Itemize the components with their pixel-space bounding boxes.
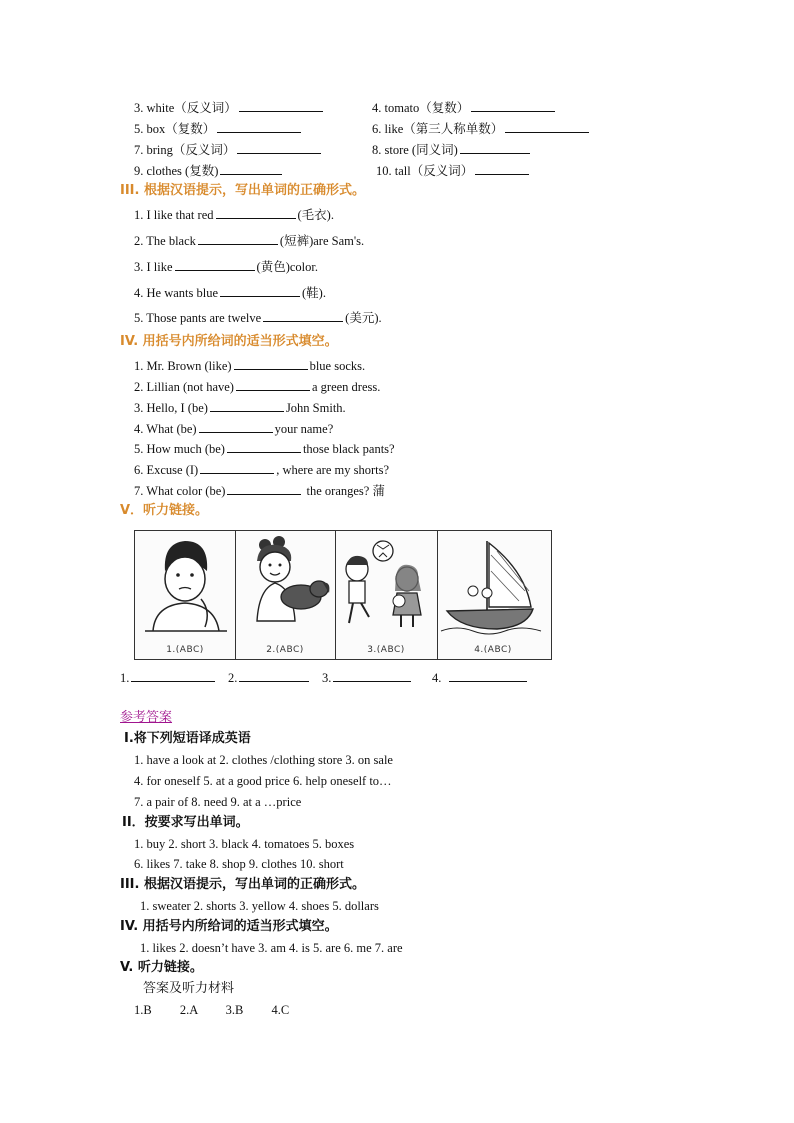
answer-blank[interactable]	[475, 162, 529, 175]
answers-part2-line1: 1. buy 2. short 3. black 4. tomatoes 5. boxes	[134, 837, 355, 851]
answer-blank[interactable]	[234, 357, 308, 370]
section4-title: IV. 用括号内所给词的适当形式填空。	[120, 334, 338, 349]
answer-blank[interactable]	[210, 399, 284, 412]
answer-blank[interactable]	[199, 420, 273, 433]
panel-caption: 1.(ABC)	[166, 645, 204, 655]
answer-blank[interactable]	[200, 461, 274, 474]
answers-part5-line: 1.B 2.A 3.B 4.C	[134, 1003, 290, 1017]
s2-item-9: 9. clothes (复数)	[134, 162, 284, 179]
girl-with-dog-illustration	[235, 531, 335, 641]
answer-blank[interactable]	[460, 141, 530, 154]
answer-key-title: 参考答案	[120, 710, 173, 725]
answer-blank[interactable]	[449, 669, 527, 682]
section5-title: V．听力链接。	[120, 503, 209, 518]
answer-blank[interactable]	[471, 99, 555, 112]
s2-item-4: 4. tomato（复数）	[372, 99, 557, 116]
answers-part1-line3: 7. a pair of 8. need 9. at a …price	[134, 795, 302, 809]
answer-blank[interactable]	[216, 206, 296, 219]
listening-blank-4: 4.	[432, 669, 529, 686]
answer-blank[interactable]	[236, 378, 310, 391]
listening-blank-3: 3.	[322, 669, 413, 686]
answer-blank[interactable]	[263, 309, 343, 322]
s2-item-10: 10. tall（反义词）	[376, 162, 531, 179]
answer-blank[interactable]	[198, 232, 278, 245]
s4-item-6: 6. Excuse (I) , where are my shorts?	[134, 463, 390, 477]
answers-part1-line1: 1. have a look at 2. clothes /clothing store 3. on sale	[134, 753, 393, 767]
s3-item-5: 5. Those pants are twelve (美元).	[134, 311, 382, 325]
s2-item-6: 6. like（第三人称单数）	[372, 120, 591, 137]
answers-part1-line2: 4. for oneself 5. at a good price 6. help oneself to…	[134, 774, 392, 788]
panel-caption: 3.(ABC)	[367, 645, 405, 655]
panel-caption: 2.(ABC)	[266, 645, 304, 655]
answers-part2-title: II．按要求写出单词。	[122, 815, 249, 830]
answers-part3-line: 1. sweater 2. shorts 3. yellow 4. shoes 5. dollars	[140, 899, 379, 913]
s2-item-8: 8. store (同义词)	[372, 141, 532, 158]
answers-part5-subtitle: 答案及听力材料	[143, 981, 235, 996]
sailboat-illustration	[437, 531, 549, 641]
picture-panel-4	[437, 531, 549, 659]
s4-item-5: 5. How much (be) those black pants?	[134, 442, 395, 456]
s2-item-5: 5. box（复数）	[134, 120, 303, 137]
section3-title: III. 根据汉语提示，写出单词的正确形式。	[120, 183, 365, 198]
picture-panel-3	[335, 531, 438, 659]
answer-blank[interactable]	[505, 120, 589, 133]
s4-item-7: 7. What color (be) the oranges? 蒲	[134, 484, 385, 498]
answers-part1-title: I.将下列短语译成英语	[124, 731, 251, 746]
s4-item-3: 3. Hello, I (be) John Smith.	[134, 401, 346, 415]
answer-blank[interactable]	[175, 258, 255, 271]
answer-blank[interactable]	[237, 141, 321, 154]
s2-item-7: 7. bring（反义词）	[134, 141, 323, 158]
answer-blank[interactable]	[227, 482, 301, 495]
answers-part5-title: V. 听力链接。	[120, 960, 203, 975]
s3-item-4: 4. He wants blue (鞋).	[134, 286, 326, 300]
answers-part4-line: 1. likes 2. doesn’t have 3. am 4. is 5. are 6. me 7. are	[140, 941, 403, 955]
answer-blank[interactable]	[333, 669, 411, 682]
listening-blank-1: 1.	[120, 669, 217, 686]
answer-blank[interactable]	[220, 162, 282, 175]
s4-item-1: 1. Mr. Brown (like) blue socks.	[134, 359, 366, 373]
panel-caption: 4.(ABC)	[474, 645, 512, 655]
s4-item-4: 4. What (be) your name?	[134, 422, 334, 436]
s4-item-2: 2. Lillian (not have) a green dress.	[134, 380, 381, 394]
s3-item-3: 3. I like (黄色)color.	[134, 260, 318, 274]
s3-item-2: 2. The black (短裤)are Sam's.	[134, 234, 365, 248]
kids-with-ball-illustration	[335, 531, 437, 641]
listening-picture-strip	[134, 530, 552, 660]
answer-blank[interactable]	[239, 99, 323, 112]
picture-panel-2	[235, 531, 336, 659]
listening-blank-2: 2.	[228, 669, 311, 686]
s3-item-1: 1. I like that red (毛衣).	[134, 208, 334, 222]
s2-item-3: 3. white（反义词）	[134, 99, 325, 116]
answer-blank[interactable]	[131, 669, 215, 682]
picture-panel-1	[135, 531, 236, 659]
boy-thinking-illustration	[135, 531, 235, 641]
answer-blank[interactable]	[217, 120, 301, 133]
answers-part2-line2: 6. likes 7. take 8. shop 9. clothes 10. short	[134, 857, 344, 871]
answer-blank[interactable]	[220, 284, 300, 297]
answers-part4-title: IV. 用括号内所给词的适当形式填空。	[120, 919, 338, 934]
answer-blank[interactable]	[239, 669, 309, 682]
answers-part3-title: III. 根据汉语提示，写出单词的正确形式。	[120, 877, 365, 892]
answer-blank[interactable]	[227, 440, 301, 453]
